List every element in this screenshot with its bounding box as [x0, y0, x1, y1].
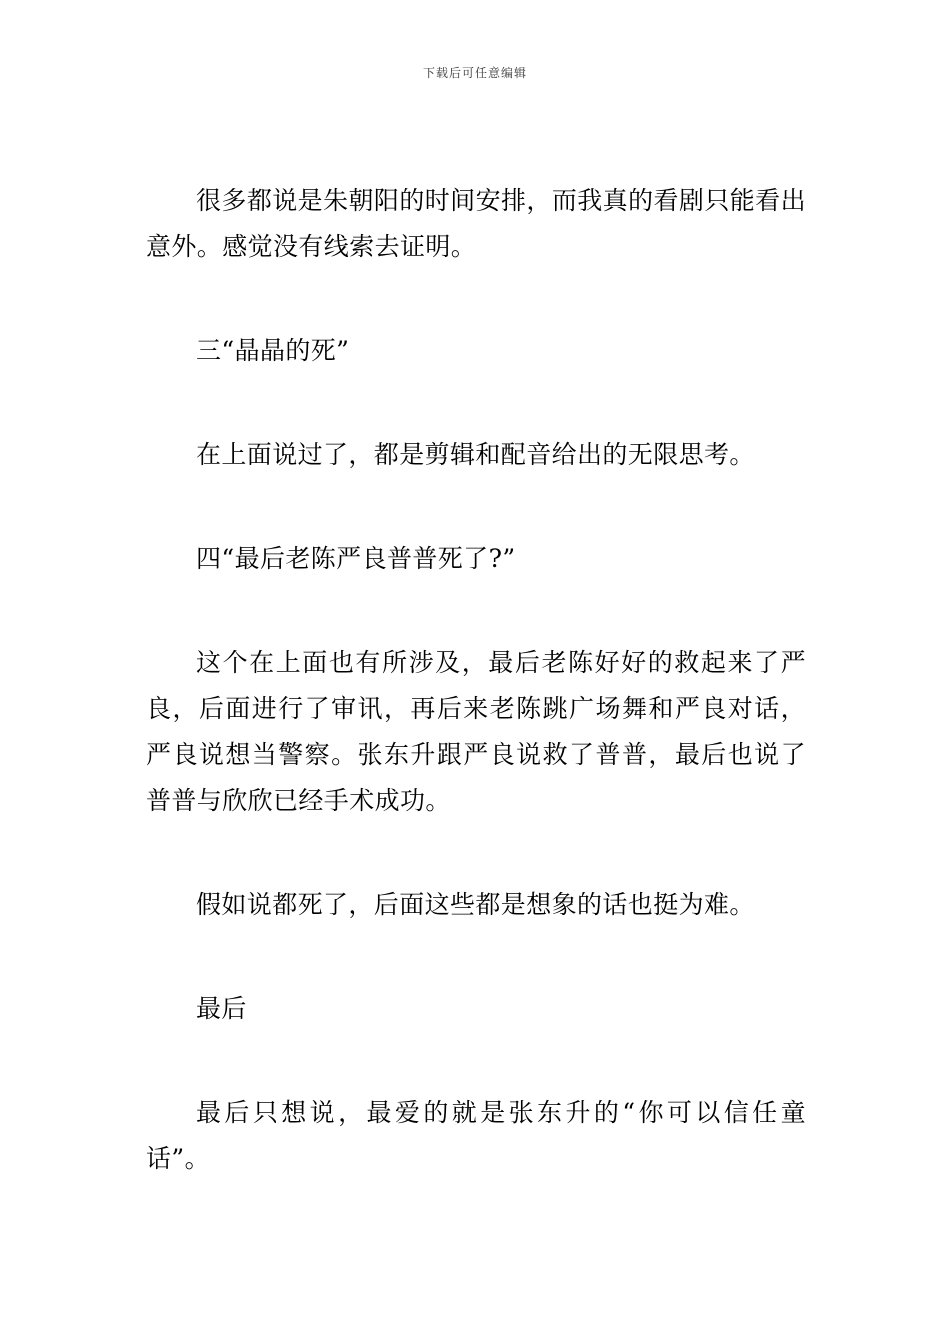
- paragraph-4: 假如说都死了，后面这些都是想象的话也挺为难。: [196, 890, 755, 919]
- page-header: 下载后可任意编辑: [422, 66, 527, 80]
- paragraph-3: 这个在上面也有所涉及，最后老陈好好的救起来了严良，后面进行了审讯，再后来老陈跳广场舞和严良对话，严良说想当警察。张东升跟严良说救了普普，最后也说了普普与欣欣已经手术成功。: [146, 648, 806, 815]
- paragraph-1: 很多都说是朱朝阳的时间安排，而我真的看剧只能看出意外。感觉没有线索去证明。: [146, 186, 806, 261]
- document-body: [146, 178, 806, 1182]
- paragraph-2: 在上面说过了，都是剪辑和配音给出的无限思考。: [196, 440, 755, 469]
- section-heading-3: 三“晶晶的死”: [196, 336, 350, 365]
- section-heading-4: 四“最后老陈严良普普死了?”: [196, 544, 516, 573]
- section-heading-final: 最后: [196, 994, 247, 1023]
- paragraph-5: 最后只想说，最爱的就是张东升的“你可以信任童话”。: [146, 1098, 806, 1173]
